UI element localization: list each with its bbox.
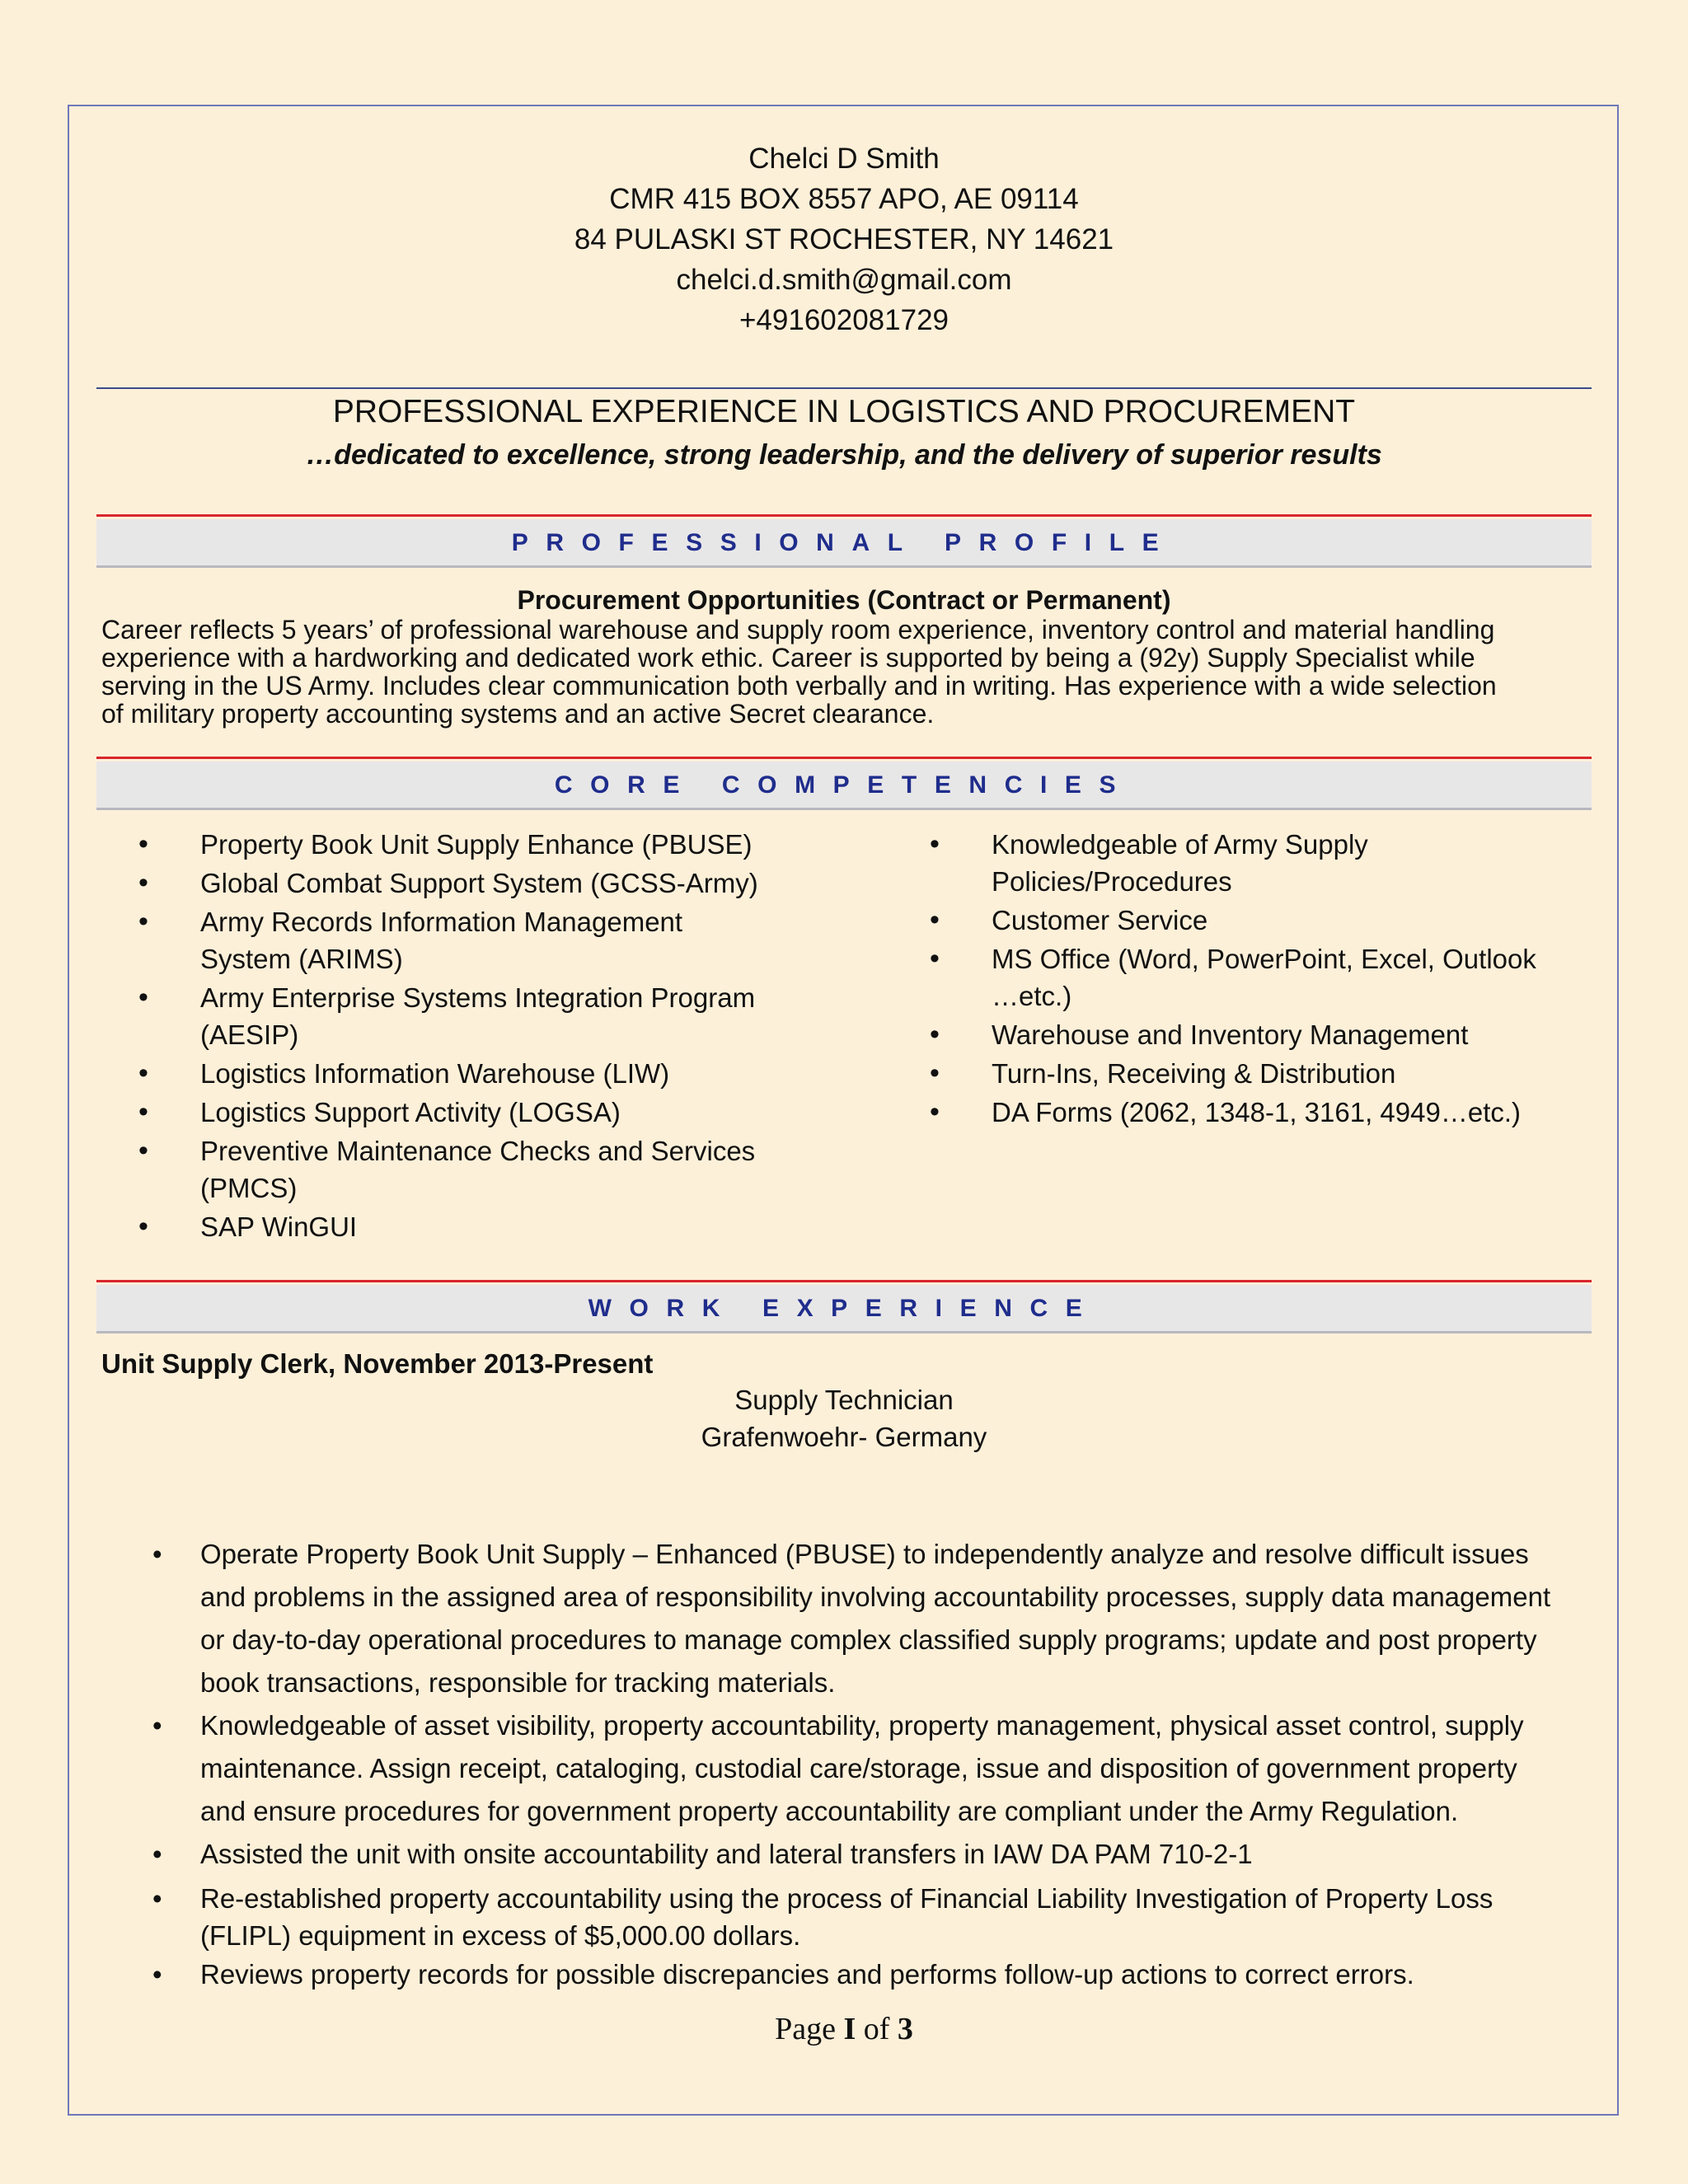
header-divider	[96, 387, 1592, 389]
profile-subheading: Procurement Opportunities (Contract or Permanent)	[517, 585, 1171, 615]
list-item: • Re-established property accountability using the process of Financial Liability Investigation of Property Loss (FLIPL) equipment in excess of $5,000.00 dollars.	[101, 1880, 1585, 1954]
profile-line: of military property accounting systems and an active Secret clearance.	[101, 699, 935, 729]
list-item: • Knowledgeable of Army Supply Policies/Procedures	[893, 826, 1601, 900]
headline: PROFESSIONAL EXPERIENCE IN LOGISTICS AND PROCUREMENT	[332, 394, 1356, 429]
list-item: • Army Records Information Management System (ARIMS)	[101, 903, 843, 977]
section-heading-competencies: CORE COMPETENCIES	[96, 762, 1592, 810]
duties-list	[101, 1533, 1585, 1993]
section-heading-experience: WORK EXPERIENCE	[96, 1285, 1592, 1333]
contact-name: Chelci D Smith	[748, 143, 940, 175]
competencies-rule	[96, 757, 1592, 759]
list-item: • Knowledgeable of asset visibility, property accountability, property management, physical asset control, supply maintenance. Assign receipt, cataloging, custodial care/storage, issue and disposition of government property and ensure procedures for government property accountability are compliant under the Army Regulation.	[101, 1704, 1585, 1833]
job-title: Unit Supply Clerk, November 2013-Present	[101, 1348, 654, 1379]
list-item: • Operate Property Book Unit Supply – Enhanced (PBUSE) to independently analyze and resolve difficult issues and problems in the assigned area of responsibility involving accountability processes, supply data management or day-to-day operational procedures to manage complex classified supply programs; update and post property book transactions, responsible for tracking materials.	[101, 1533, 1585, 1704]
list-item: • Reviews property records for possible discrepancies and performs follow-up actions to correct errors.	[101, 1956, 1585, 1993]
contact-address-1: CMR 415 BOX 8557 APO, AE 09114	[609, 183, 1079, 215]
profile-rule	[96, 514, 1592, 517]
job-location: Grafenwoehr- Germany	[701, 1422, 987, 1452]
list-item: • MS Office (Word, PowerPoint, Excel, Outlook …etc.)	[893, 940, 1601, 1015]
list-item: • Property Book Unit Supply Enhance (PBUSE)	[101, 826, 843, 863]
list-item: • Preventive Maintenance Checks and Services (PMCS)	[101, 1132, 843, 1207]
profile-line: experience with a hardworking and dedicated work ethic. Career is supported by being a (92y) Supply Specialist while	[101, 643, 1475, 673]
contact-email: chelci.d.smith@gmail.com	[676, 264, 1012, 296]
list-item: • Warehouse and Inventory Management	[893, 1016, 1601, 1053]
list-item: • Logistics Information Warehouse (LIW)	[101, 1055, 843, 1092]
contact-address-2: 84 PULASKI ST ROCHESTER, NY 14621	[574, 223, 1114, 255]
list-item: • Global Combat Support System (GCSS-Army)	[101, 865, 843, 902]
competencies-left-list	[101, 826, 843, 1247]
contact-block	[0, 138, 1688, 340]
list-item: • Army Enterprise Systems Integration Program (AESIP)	[101, 979, 843, 1053]
list-item: • Logistics Support Activity (LOGSA)	[101, 1094, 843, 1131]
tagline: …dedicated to excellence, strong leadership, and the delivery of superior results	[306, 439, 1382, 471]
profile-line: serving in the US Army. Includes clear communication both verbally and in writing. Has experience with a wide selection	[101, 671, 1497, 701]
section-heading-profile: PROFESSIONAL PROFILE	[96, 519, 1592, 568]
experience-rule	[96, 1280, 1592, 1282]
competencies-right-list	[893, 826, 1601, 1132]
page-number: Page I of 3	[775, 2012, 913, 2046]
list-item: • Customer Service	[893, 902, 1601, 939]
contact-phone: +491602081729	[738, 304, 950, 336]
profile-line: Career reflects 5 years’ of professional warehouse and supply room experience, inventory control and material handling	[101, 615, 1495, 644]
list-item: • SAP WinGUI	[101, 1208, 843, 1245]
list-item: • Turn-Ins, Receiving & Distribution	[893, 1055, 1601, 1092]
job-role: Supply Technician	[734, 1385, 954, 1415]
list-item: • Assisted the unit with onsite accountability and lateral transfers in IAW DA PAM 710-2-1	[101, 1833, 1585, 1876]
list-item: • DA Forms (2062, 1348-1, 3161, 4949…etc.)	[893, 1094, 1601, 1131]
profile-summary	[101, 616, 1593, 728]
